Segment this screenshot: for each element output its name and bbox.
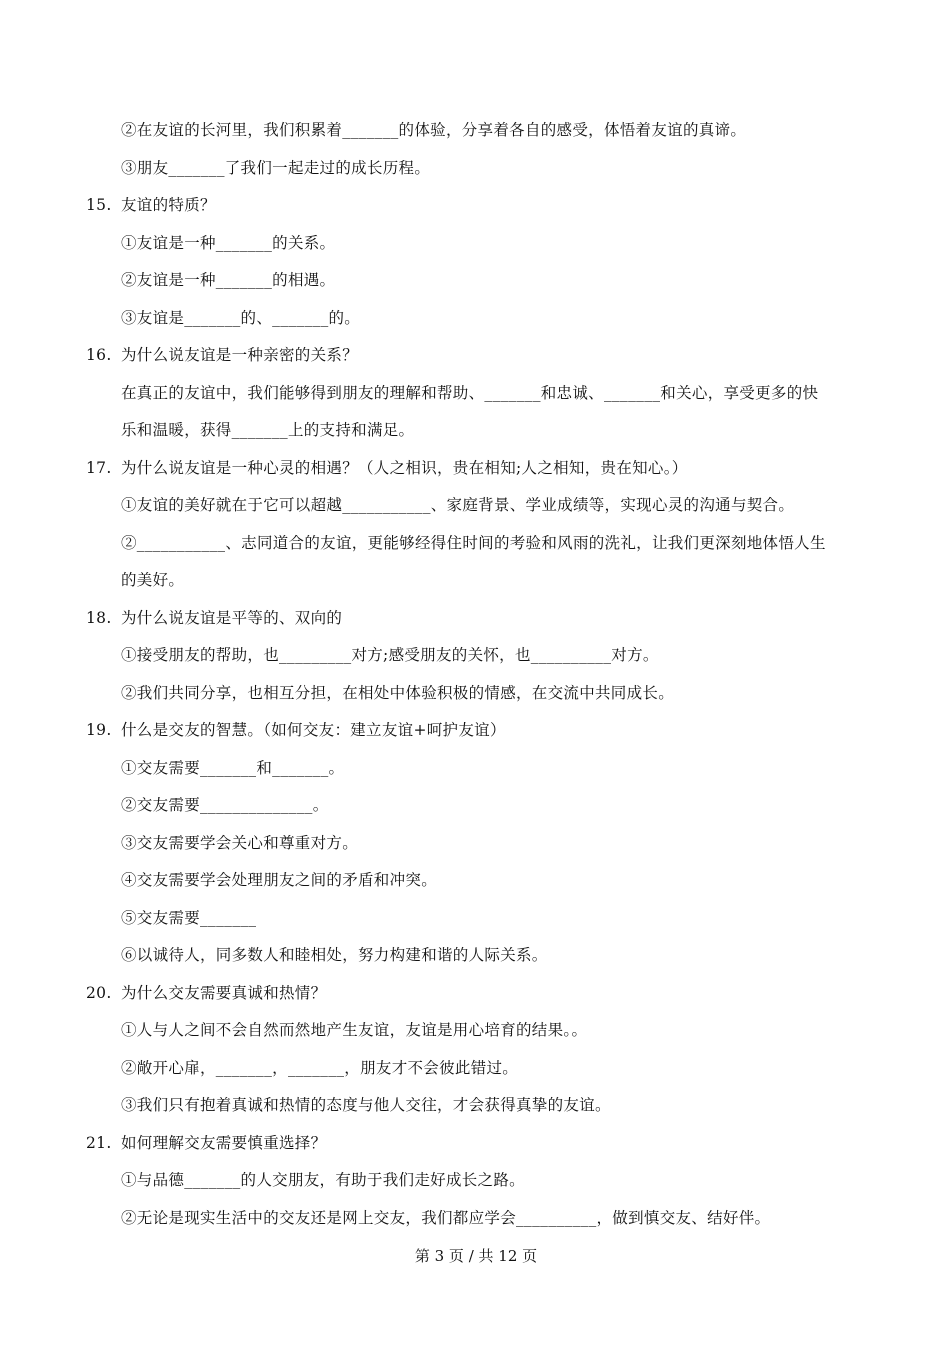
line-text: 在真正的友谊中，我们能够得到朋友的理解和帮助、_______和忠诚、_______和关心，享受更多的快 <box>121 383 819 402</box>
question-heading <box>0 450 952 488</box>
answer-line <box>0 750 952 788</box>
answer-line <box>0 525 952 563</box>
line-text: ③交友需要学会关心和尊重对方。 <box>121 833 359 852</box>
answer-line <box>0 862 952 900</box>
answer-line <box>0 787 952 825</box>
line-text: 乐和温暖，获得_______上的支持和满足。 <box>121 421 415 439</box>
answer-line <box>0 300 952 338</box>
question-heading <box>0 1125 952 1163</box>
question-number: 21. <box>86 1133 112 1152</box>
question-number: 20. <box>86 983 112 1002</box>
question-number: 19. <box>86 721 112 739</box>
line-text: 为什么说友谊是一种心灵的相遇？（人之相识，贵在相知;人之相知，贵在知心。） <box>121 458 688 477</box>
line-text: 的美好。 <box>121 571 185 589</box>
page-footer: 第 3 页 / 共 12 页 <box>414 1247 538 1265</box>
line-text: 什么是交友的智慧。（如何交友：建立友谊+呵护友谊） <box>121 721 506 739</box>
line-text: ②交友需要______________。 <box>121 796 329 814</box>
line-text: ⑥以诚待人，同多数人和睦相处，努力构建和谐的人际关系。 <box>121 946 548 964</box>
line-text: 为什么说友谊是平等的、双向的 <box>121 608 343 627</box>
line-text: ②我们共同分享，也相互分担，在相处中体验积极的情感，在交流中共同成长。 <box>121 683 675 702</box>
line-text: ①交友需要_______和_______。 <box>121 758 345 777</box>
document-body <box>0 112 952 1237</box>
question-number: 17. <box>86 458 112 477</box>
answer-line <box>0 1012 952 1050</box>
line-text: 友谊的特质？ <box>121 196 216 214</box>
answer-line <box>0 487 952 525</box>
answer-line <box>0 1200 952 1238</box>
answer-line <box>0 675 952 713</box>
line-text: ④交友需要学会处理朋友之间的矛盾和冲突。 <box>121 871 438 889</box>
question-heading <box>0 712 952 750</box>
answer-line <box>0 562 952 600</box>
answer-line <box>0 112 952 150</box>
line-text: ③我们只有抱着真诚和热情的态度与他人交往，才会获得真挚的友谊。 <box>121 1096 611 1114</box>
question-heading <box>0 975 952 1013</box>
question-number: 18. <box>86 608 112 627</box>
line-text: ②无论是现实生活中的交友还是网上交友，我们都应学会__________，做到慎交友、结好伴。 <box>121 1208 771 1227</box>
line-text: ③友谊是_______的、_______的。 <box>121 308 361 327</box>
answer-line <box>0 1087 952 1125</box>
answer-line <box>0 825 952 863</box>
line-text: ②敞开心扉，_______，_______，朋友才不会彼此错过。 <box>121 1058 519 1077</box>
answer-line <box>0 412 952 450</box>
question-number: 15. <box>86 196 112 214</box>
answer-line <box>0 1162 952 1200</box>
answer-line <box>0 150 952 188</box>
answer-line <box>0 225 952 263</box>
line-text: ①与品德_______的人交朋友，有助于我们走好成长之路。 <box>121 1171 525 1189</box>
question-heading <box>0 600 952 638</box>
question-heading <box>0 337 952 375</box>
line-text: ②在友谊的长河里，我们积累着_______的体验，分享着各自的感受，体悟着友谊的真谛。 <box>121 121 747 139</box>
line-text: ①人与人之间不会自然而然地产生友谊，友谊是用心培育的结果。。 <box>121 1021 588 1039</box>
line-text: 如何理解交友需要慎重选择？ <box>121 1133 327 1152</box>
line-text: 为什么说友谊是一种亲密的关系？ <box>121 346 359 364</box>
answer-line <box>0 1050 952 1088</box>
line-text: ②___________、志同道合的友谊，更能够经得住时间的考验和风雨的洗礼，让我们更深刻地体悟人生 <box>121 533 826 552</box>
answer-line <box>0 262 952 300</box>
line-text: 为什么交友需要真诚和热情？ <box>121 983 327 1002</box>
line-text: ①友谊是一种_______的关系。 <box>121 233 336 252</box>
answer-line <box>0 637 952 675</box>
question-number: 16. <box>86 346 112 364</box>
answer-line <box>0 375 952 413</box>
line-text: ②友谊是一种_______的相遇。 <box>121 271 336 289</box>
line-text: ⑤交友需要_______ <box>121 908 257 927</box>
line-text: ③朋友_______了我们一起走过的成长历程。 <box>121 158 431 177</box>
line-text: ①友谊的美好就在于它可以超越___________、家庭背景、学业成绩等，实现心灵的沟通与契合。 <box>121 496 795 514</box>
answer-line <box>0 900 952 938</box>
line-text: ①接受朋友的帮助，也_________对方;感受朋友的关怀，也__________对方。 <box>121 646 659 664</box>
question-heading <box>0 187 952 225</box>
answer-line <box>0 937 952 975</box>
